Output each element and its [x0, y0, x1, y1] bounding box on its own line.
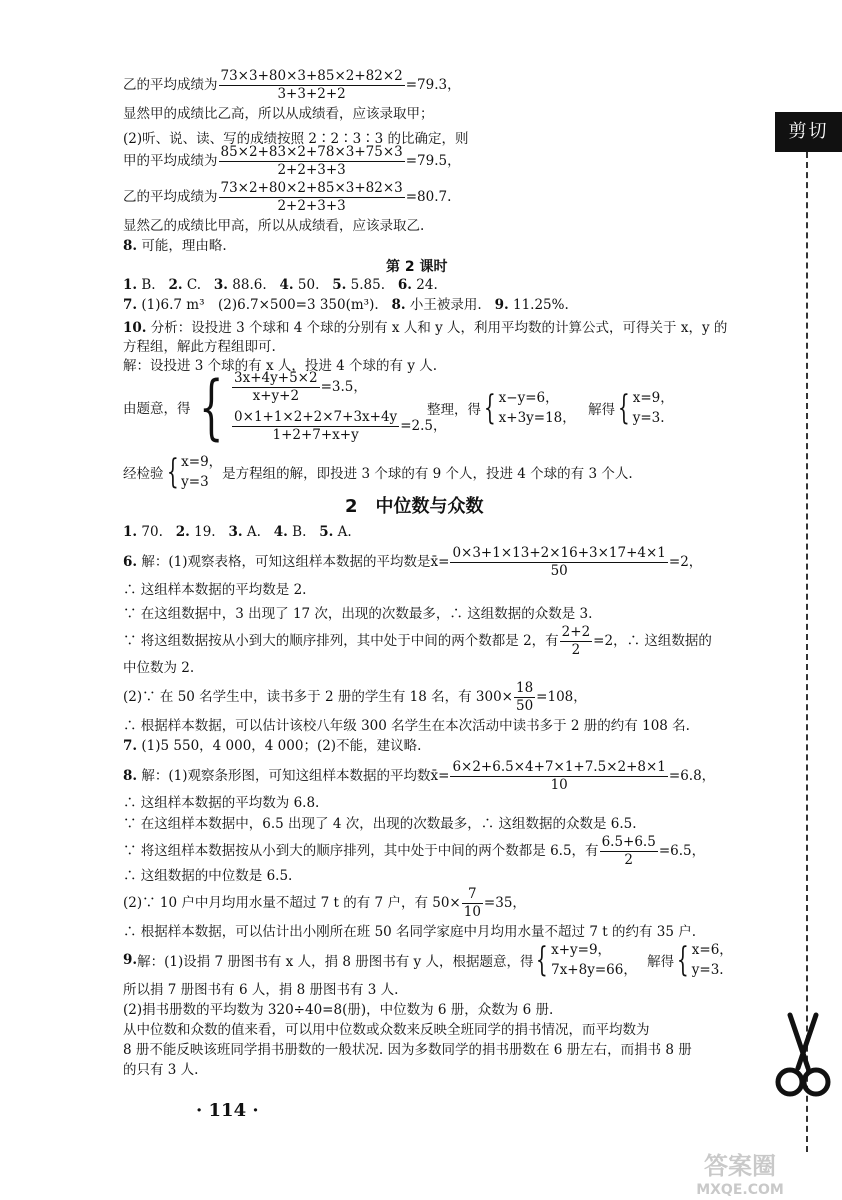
check-line: 经检验{ x=9， y=3 是方程组的解，即投进 3 个球的有 9 个人，投进 4 个球的有 3 个人.: [123, 452, 633, 492]
section-title: 2 中位数与众数: [345, 496, 484, 517]
text-line: (2)捐书册数的平均数为 320÷40=8(册)，中位数为 6 册，众数为 6 册.: [123, 1002, 554, 1018]
fraction: $\frac{7}{10}$: [463, 886, 481, 920]
svg-text:MXQE.COM: MXQE.COM: [696, 1182, 784, 1198]
fraction: $\frac{73\times 2+80\times 2+85\times 3+82\times 3}{2+2+3+3}$: [220, 180, 403, 214]
text-line: ∴ 这组数据的中位数是 6.5.: [123, 868, 293, 884]
answers-row-1: 1. B. 2. C. 3. 88.6. 4. 50. 5. 5.85. 6. 24.: [123, 277, 438, 293]
tidy-system: 整理，得{ x−y=6， x+3y=18， 解得{ x=9， y=3.: [427, 388, 674, 428]
answers-row-2: 7. (1)6.7 m³ (2)6.7×500=3 350(m³). 8. 小王被录用. 9. 11.25%.: [123, 297, 569, 313]
page-number: · 114 ·: [196, 1100, 259, 1121]
text-line: ∴ 根据样本数据，可以估计该校八年级 300 名学生在本次活动中读书多于 2 册的约有 108 名.: [123, 718, 690, 734]
fraction: $\frac{73\times 3+80\times 3+85\times 2+82\times 2}{3+3+2+2}$: [220, 68, 403, 102]
text-line: 显然甲的成绩比乙高，所以从成绩看，应该录取甲；: [123, 106, 434, 122]
text-line: (2)听、说、读、写的成绩按照 2∶2∶3∶3 的比确定，则: [123, 131, 469, 147]
avg-a-line-2: 甲的平均成绩为 $\frac{85\times 2+83\times 2+78\times 3+75\times 3}{2+2+3+3}$ =79.5，: [123, 144, 461, 178]
text-line: 从中位数和众数的值来看，可以用中位数或众数来反映全班同学的捐书情况，而平均数为: [123, 1022, 650, 1038]
text-line: ∴ 根据样本数据，可以估计出小刚所在班 50 名同学家庭中月均用水量不超过 7 t 的约有 35 户.: [123, 924, 696, 940]
q10-analysis: 10. 分析：设投进 3 个球和 4 个球的分别有 x 人和 y 人，利用平均数的计算公式，可得关于 x，y 的: [123, 320, 728, 336]
fraction: $\frac{0\times 3+1\times 13+2\times 16+3\times 17+4\times 1}{50}$: [452, 545, 666, 579]
fraction: $\frac{85\times 2+83\times 2+78\times 3+75\times 3}{2+2+3+3}$: [220, 144, 403, 178]
text-line: 显然乙的成绩比甲高，所以从成绩看，应该录取乙.: [123, 218, 425, 234]
text-line: ∴ 这组样本数据的平均数是 2.: [123, 582, 307, 598]
text-line: 所以捐 7 册图书有 6 人，捐 8 册图书有 3 人.: [123, 982, 399, 998]
text-line: ∵ 在这组数据中，3 出现了 17 次，出现的次数最多，∴ 这组数据的众数是 3.: [123, 606, 593, 622]
answers-row-3: 1. 70. 2. 19. 3. A. 4. B. 5. A.: [123, 524, 352, 540]
answer-8: 8. 可能，理由略.: [123, 238, 227, 254]
q9-system: 9.解：(1)设捐 7 册图书有 x 人，捐 8 册图书有 y 人，根据题意，得{ x+y=9， 7x+8y=66， 解得{ x=6， y=3.: [123, 940, 733, 980]
watermark-logo: [640, 1148, 840, 1198]
text-line: 方程组，解此方程组即可.: [123, 339, 276, 355]
q6-estimate: (2)∵ 在 50 名学生中，读书多于 2 册的学生有 18 名，有 300× $\frac{18}{50}$ =108，: [123, 680, 587, 714]
q6-median: ∵ 将这组数据按从小到大的顺序排列，其中处于中间的两个数都是 2，有 $\frac{2+2}{2}$ =2，∴ 这组数据的: [123, 624, 712, 658]
q8-mean: 8. 解：(1)观察条形图，可知这组样本数据的平均数x̄= $\frac{6\times 2+6.5\times 4+7\times 1+7.5\times 2+8\times 1}{10}$ =6.8，: [123, 759, 716, 793]
svg-text:答案圈: 答案圈: [704, 1152, 776, 1180]
equation-system: 由题意，得 { $\frac{3x+4y+5\times 2}{x+y+2}$ =3.5， $\frac{0\times 1+1\times 2+2\times 7+3x+4y}{1+2+7+x+y}$ =2.5，: [123, 366, 447, 448]
scissors-icon: [768, 1010, 838, 1100]
text-line: ∴ 这组样本数据的平均数为 6.8.: [123, 795, 320, 811]
text-line: 中位数为 2.: [123, 660, 195, 676]
fraction: $\frac{18}{50}$: [515, 680, 534, 714]
text-line: 8 册不能反映该班同学捐书册数的一般状况. 因为多数同学的捐书册数在 6 册左右，而捐书 8 册: [123, 1042, 692, 1058]
lesson-title: 第 2 课时: [386, 259, 448, 275]
q8-estimate: (2)∵ 10 户中月均用水量不超过 7 t 的有 7 户，有 50× $\frac{7}{10}$ =35，: [123, 886, 526, 920]
fraction: $\frac{6.5+6.5}{2}$: [601, 834, 656, 868]
q6-mean: 6. 解：(1)观察表格，可知这组样本数据的平均数是x̄= $\frac{0\times 3+1\times 13+2\times 16+3\times 17+4\times 1}{50}$ =2，: [123, 545, 703, 579]
avg-b-line-2: 乙的平均成绩为 $\frac{73\times 2+80\times 2+85\times 3+82\times 3}{2+2+3+3}$ =80.7.: [123, 180, 452, 214]
fraction: $\frac{2+2}{2}$: [561, 624, 591, 658]
q8-median: ∵ 将这组样本数据按从小到大的顺序排列，其中处于中间的两个数都是 6.5，有 $\frac{6.5+6.5}{2}$ =6.5，: [123, 834, 706, 868]
cut-tab: 剪切: [775, 112, 842, 152]
text-line: ∵ 在这组样本数据中，6.5 出现了 4 次，出现的次数最多，∴ 这组数据的众数是 6.5.: [123, 816, 637, 832]
text-line: 解：设投进 3 个球的有 x 人，投进 4 个球的有 y 人.: [123, 358, 438, 374]
fraction: $\frac{6\times 2+6.5\times 4+7\times 1+7.5\times 2+8\times 1}{10}$: [452, 759, 666, 793]
text-line: 的只有 3 人.: [123, 1062, 199, 1078]
avg-b-line-1: 乙的平均成绩为 $\frac{73\times 3+80\times 3+85\times 2+82\times 2}{3+3+2+2}$ =79.3，: [123, 68, 461, 102]
answer-7: 7. (1)5 550，4 000，4 000；(2)不能，建议略.: [123, 738, 422, 754]
cut-line: [806, 152, 808, 1152]
